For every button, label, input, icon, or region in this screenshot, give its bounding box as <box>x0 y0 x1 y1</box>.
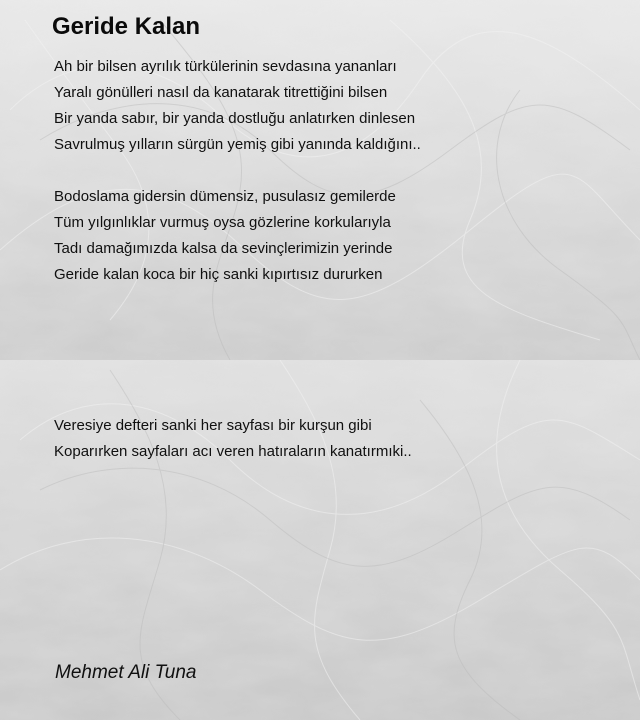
poem-line: Tüm yılgınlıklar vurmuş oysa gözlerine korkularıyla <box>54 214 391 231</box>
poem-line: Geride kalan koca bir hiç sanki kıpırtısız dururken <box>54 266 383 283</box>
poem-stanza-3 <box>54 413 412 465</box>
poem-stanza-1 <box>54 54 421 158</box>
poem-title: Geride Kalan <box>52 13 201 40</box>
poem-line: Veresiye defteri sanki her sayfası bir kurşun gibi <box>54 417 372 434</box>
poem-line: Koparırken sayfaları acı veren hatıraların kanatırmıki.. <box>54 443 412 460</box>
poem-line: Yaralı gönülleri nasıl da kanatarak titrettiğini bilsen <box>54 84 388 101</box>
poem-stanza-2 <box>54 184 396 288</box>
poem-line: Bir yanda sabır, bir yanda dostluğu anlatırken dinlesen <box>54 110 416 127</box>
poem-line: Savrulmuş yılların sürgün yemiş gibi yanında kaldığını.. <box>54 136 421 153</box>
author-name: Mehmet Ali Tuna <box>55 662 197 683</box>
poem-line: Tadı damağımızda kalsa da sevinçlerimizin yerinde <box>54 240 393 257</box>
poem-line: Bodoslama gidersin dümensiz, pusulasız gemilerde <box>54 188 396 205</box>
poem-line: Ah bir bilsen ayrılık türkülerinin sevdasına yananları <box>54 58 397 75</box>
